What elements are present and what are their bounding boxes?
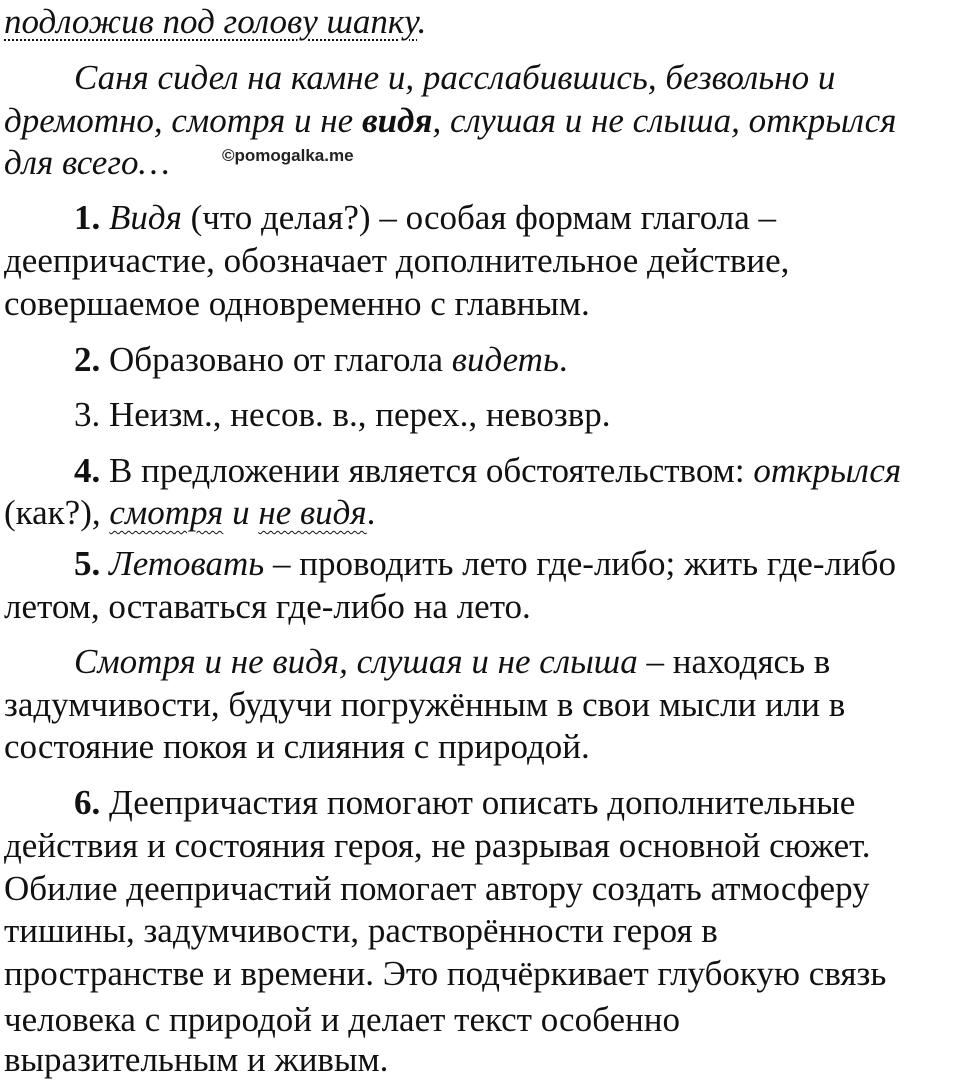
p4-mid: и — [223, 493, 259, 532]
quote-line-2-b: , слушая и не слыша, открылся — [432, 101, 897, 140]
p6-line-2: действия и состояния героя, не разрывая основной сюжет. — [4, 826, 871, 865]
p6-line-4: тишины, задумчивости, растворённости героя в — [4, 911, 718, 950]
p2-number: 2. — [74, 340, 101, 379]
p3-line: 3. Неизм., несов. в., перех., невозвр. — [74, 395, 611, 434]
p4-line-1 — [74, 451, 901, 491]
p2-end: . — [558, 340, 568, 379]
bold-word: видя — [361, 101, 433, 140]
quote-line-3: для всего… — [4, 143, 170, 182]
p4-word: открылся — [753, 451, 902, 490]
p5b-line-3: состояние покоя и слияния с природой. — [4, 727, 590, 766]
p5b-rest: – находясь в — [637, 642, 831, 681]
p4-number: 4. — [74, 451, 101, 490]
p6-number: 6. — [74, 783, 101, 822]
p4-end: . — [366, 493, 376, 532]
quote-line-1: Саня сидел на камне и, расслабившись, безвольно и — [74, 58, 836, 97]
underlined-phrase: подложив под голову шапку — [4, 2, 418, 41]
p5-rest: – проводить лето где-либо; жить где-либо — [264, 544, 896, 583]
p2-word: видеть — [451, 340, 559, 379]
p1-line-2: деепричастие, обозначает дополнительное действие, — [4, 241, 790, 280]
intro-line-0 — [4, 2, 426, 42]
p5-word: Летовать — [109, 544, 265, 583]
p5b-line-1 — [74, 642, 830, 682]
p4-line-2 — [4, 493, 375, 533]
p5-number: 5. — [74, 544, 101, 583]
p6-line-1 — [74, 783, 855, 823]
p1-word: Видя — [109, 198, 182, 237]
p5b-line-2: задумчивости, будучи погружённым в свои мысли или в — [4, 685, 846, 724]
p6-line-3: Обилие деепричастий помогает автору создать атмосферу — [4, 869, 870, 908]
p6-line-7: выразительным и живым. — [4, 1040, 389, 1079]
intro-line-0-end: . — [417, 2, 427, 41]
quote-line-2 — [4, 101, 896, 141]
p1-number: 1. — [74, 198, 101, 237]
quote-line-2-a: дремотно, смотря и не — [4, 101, 362, 140]
p2-line — [74, 340, 568, 380]
p5b-italic: Смотря и не видя, слушая и не слыша — [74, 642, 638, 681]
watermark: ©pomogalka.me — [222, 146, 354, 165]
p4-text: В предложении является обстоятельством: — [100, 451, 754, 490]
p5-line-1 — [74, 544, 896, 584]
p1-rest: (что делая?) – особая формам глагола – — [181, 198, 777, 237]
p6-line-6: человека с природой и делает текст особенно — [4, 1000, 680, 1039]
p5-line-2: летом, оставаться где-либо на лето. — [4, 587, 531, 626]
p6-line-1-text: Деепричастия помогают описать дополнительные — [100, 783, 856, 822]
p1-line-1 — [74, 198, 776, 238]
p1-line-3: совершаемое одновременно с главным. — [4, 284, 590, 323]
underlined-word-2: не видя — [258, 493, 367, 532]
p4-line-2-a: (как?), — [4, 493, 110, 532]
p6-line-5: пространстве и времени. Это подчёркивает глубокую связь — [4, 954, 887, 993]
underlined-word-1: смотря — [109, 493, 224, 532]
p2-text: Образовано от глагола — [100, 340, 452, 379]
